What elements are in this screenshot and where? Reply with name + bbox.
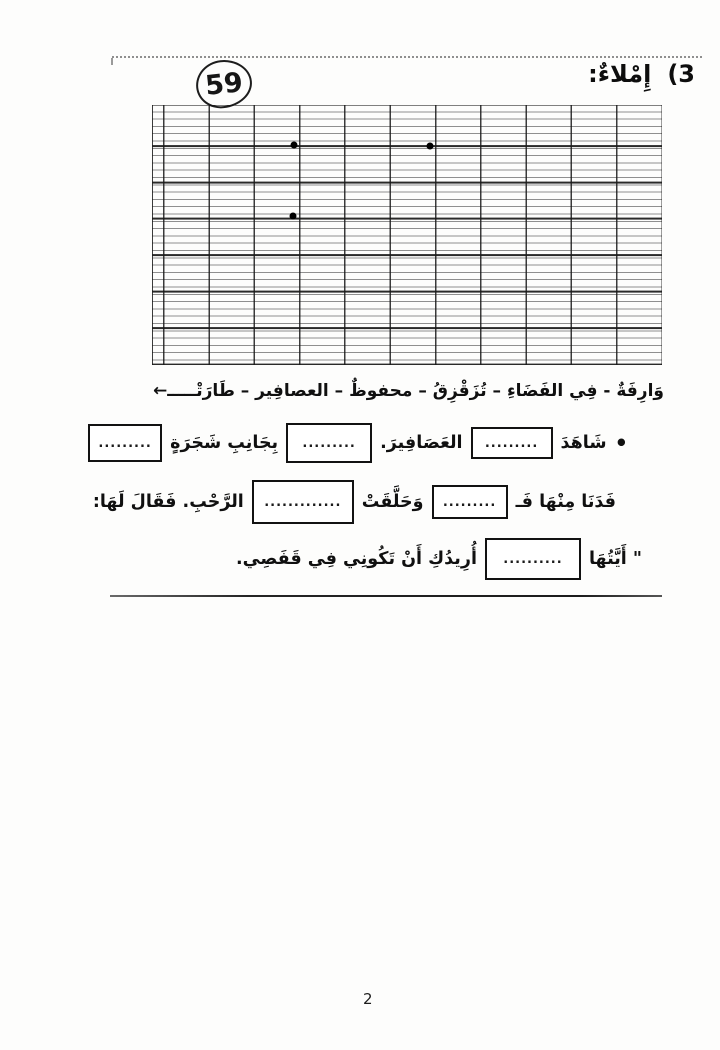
blank-box-3 (88, 424, 162, 462)
blank-box-4 (432, 485, 508, 519)
grid-ink-dot (427, 143, 434, 150)
sentence-2-text-a: فَدَنَا مِنْهَا فَـ (515, 492, 616, 512)
sentence-1-text-c: بِجَانِبِ شَجَرَةٍ (170, 433, 279, 453)
blank-box-5 (252, 480, 354, 524)
sentence-3-text-a: " أَيَّتُهَا (588, 549, 642, 569)
sentence-line-2 (93, 478, 616, 526)
sentence-2-text-c: الرَّحْبِ. فَقَالَ لَهَا: (92, 492, 244, 512)
blank-dots: .......... (503, 551, 563, 567)
grid-ink-dot (290, 213, 297, 220)
blank-dots: ......... (302, 435, 356, 451)
sentence-line-3 (236, 535, 642, 583)
sentence-line-1 (88, 420, 628, 466)
blank-dots: ......... (484, 435, 539, 451)
blank-box-1 (471, 427, 553, 459)
bullet-icon: • (614, 430, 628, 455)
blank-dots: ......... (442, 494, 497, 510)
sentence-3-text-b: أُرِيدُكِ أَنْ تَكُونِي فِي قَفَصِي. (236, 549, 477, 569)
footer-page-number: 2 (363, 990, 373, 1008)
page-top-border (112, 56, 702, 58)
grid-ink-dot (291, 142, 298, 149)
handwritten-page-number-circle (194, 57, 255, 111)
sentence-1-text-a: شَاهَدَ (560, 433, 607, 453)
blank-box-2 (286, 423, 372, 463)
blank-box-6 (485, 538, 581, 580)
blank-dots: ......... (98, 435, 152, 451)
blank-dots: ............. (264, 494, 342, 510)
exercise-title: إِمْلاءٌ: (588, 60, 652, 88)
sentence-2-text-b: وَحَلَّقَتْ (361, 492, 424, 512)
handwritten-page-number: 59 (203, 66, 245, 102)
exercise-header (588, 60, 695, 88)
word-bank-line: وَارِفَةٌ - فِي الفَضَاءِ – تُزَقْزِقُ – محفوظٌ – العصافِير – طَارَتْـــــ← (152, 381, 664, 401)
handwriting-grid (152, 105, 662, 365)
section-divider (110, 595, 662, 597)
exercise-number: 3) (667, 60, 695, 88)
sentence-1-text-b: العَصَافِيرَ. (380, 433, 463, 453)
